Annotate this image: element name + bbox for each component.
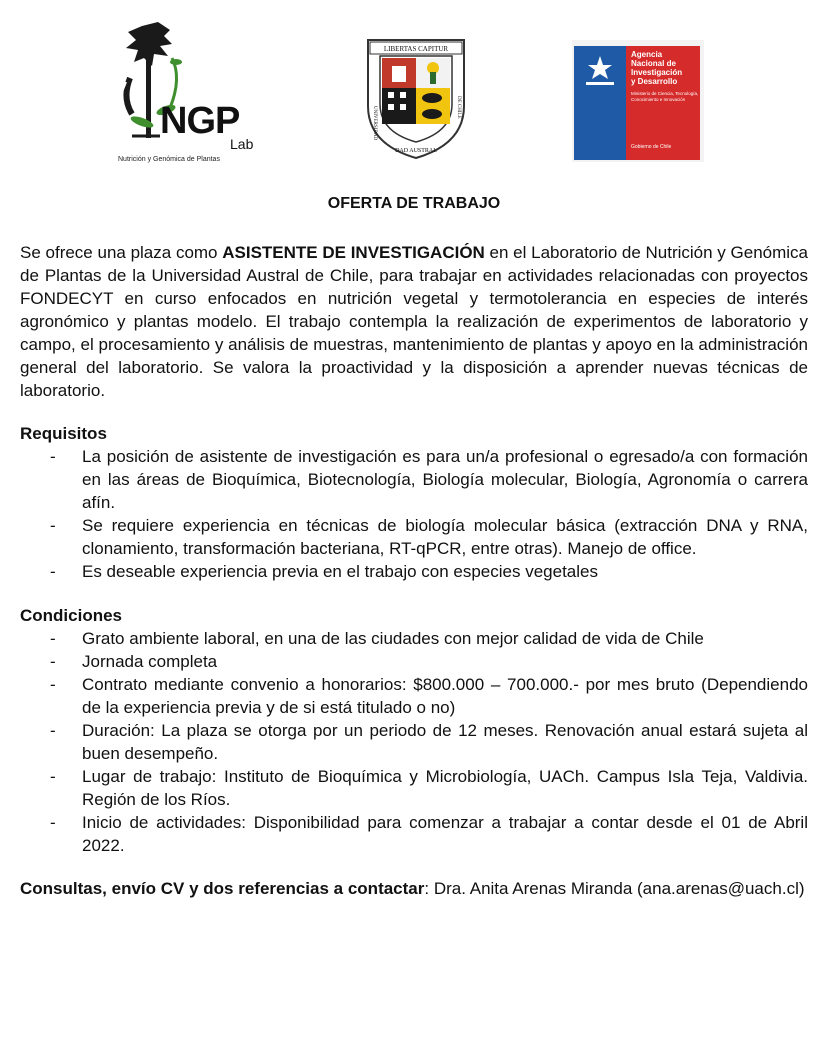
anid-line2: Nacional de bbox=[631, 59, 676, 68]
anid-star-icon bbox=[574, 46, 626, 96]
contact-paragraph bbox=[20, 877, 808, 900]
list-item: - Contrato mediante convenio a honorarios: $800.000 – 700.000.- por mes bruto (Dependiendo de la experiencia previa y de si está titulado o no) bbox=[20, 673, 808, 719]
ngp-lab-word: Lab bbox=[230, 136, 254, 152]
anid-red-panel bbox=[626, 46, 700, 160]
ngp-lab-logo bbox=[112, 18, 272, 168]
list-item: - Lugar de trabajo: Instituto de Bioquímica y Microbiología, UACh. Campus Isla Teja, Valdivia. Región de los Ríos. bbox=[20, 765, 808, 811]
condiciones-list bbox=[20, 627, 808, 857]
intro-position: ASISTENTE DE INVESTIGACIÓN bbox=[222, 243, 485, 262]
list-item: - Grato ambiente laboral, en una de las ciudades con mejor calidad de vida de Chile bbox=[20, 627, 808, 650]
requisitos-list bbox=[20, 445, 808, 583]
anid-blue-panel bbox=[574, 46, 626, 160]
anid-line1: Agencia bbox=[631, 50, 663, 59]
requisitos-heading: Requisitos bbox=[20, 424, 107, 443]
contact-separator: : bbox=[424, 879, 430, 898]
page-title: OFERTA DE TRABAJO bbox=[327, 195, 501, 212]
list-item: - Se requiere experiencia en técnicas de biología molecular básica (extracción DNA y RNA, clonamiento, transformación bacteriana, RT-qPCR, entre otras). Manejo de office. bbox=[20, 514, 808, 560]
list-item: - La posición de asistente de investigación es para un/a profesional o egresado/a con formación en las áreas de Bioquímica, Biotecnología, Biología molecular, Biología, Agronomía o carrera afín. bbox=[20, 445, 808, 514]
uach-arc-bottom: DAD AUSTRAL bbox=[395, 148, 437, 154]
anid-ministry: Ministerio de Ciencia, Tecnología, Conocimiento e Innovación bbox=[631, 91, 699, 102]
anid-gobierno: Gobierno de Chile bbox=[631, 144, 672, 150]
condiciones-heading: Condiciones bbox=[20, 606, 123, 625]
anid-logo bbox=[572, 40, 704, 162]
uach-motto: LIBERTAS CAPITUR bbox=[383, 45, 449, 53]
intro-before: Se ofrece una plaza como bbox=[20, 243, 223, 262]
ngp-wordmark: NGP bbox=[160, 100, 240, 142]
uach-shield-icon bbox=[362, 36, 470, 160]
logo-header bbox=[0, 0, 828, 180]
anid-line4: y Desarrollo bbox=[631, 77, 678, 86]
ngp-caption: Nutrición y Genómica de Plantas bbox=[118, 156, 220, 163]
list-item: - Inicio de actividades: Disponibilidad para comenzar a trabajar a contar desde el 01 de Abril 2022. bbox=[20, 811, 808, 857]
uach-arc-left: UNIVERSIDAD bbox=[372, 106, 377, 141]
job-offer-document bbox=[20, 192, 808, 900]
intro-after: en el Laboratorio de Nutrición y Genómica de Plantas de la Universidad Austral de Chile, para trabajar en actividades relacionadas con proyectos FONDECYT en curso enfocados en nutrición vegetal y termotolerancia en especies de interés agronómico y plantas modelo. El trabajo contempla la realización de experimentos de laboratorio y campo, el procesamiento y análisis de muestras, mantenimiento de plantas y apoyo en la administración general del laboratorio. Se valora la proactividad y la disposición a aprender nuevas técnicas de laboratorio. bbox=[20, 243, 809, 400]
list-item: - Jornada completa bbox=[20, 650, 808, 673]
list-item: - Es deseable experiencia previa en el trabajo con especies vegetales bbox=[20, 560, 808, 583]
uach-arc-right: DE CHILE bbox=[456, 96, 461, 119]
list-item: - Duración: La plaza se otorga por un periodo de 12 meses. Renovación anual estará sujeta al buen desempeño. bbox=[20, 719, 808, 765]
contact-text: Dra. Anita Arenas Miranda (ana.arenas@uach.cl) bbox=[429, 879, 805, 898]
intro-paragraph bbox=[20, 241, 808, 402]
contact-label: Consultas, envío CV y dos referencias a contactar bbox=[20, 879, 425, 898]
anid-line3: Investigación bbox=[631, 68, 683, 77]
uach-shield-logo bbox=[362, 36, 470, 160]
